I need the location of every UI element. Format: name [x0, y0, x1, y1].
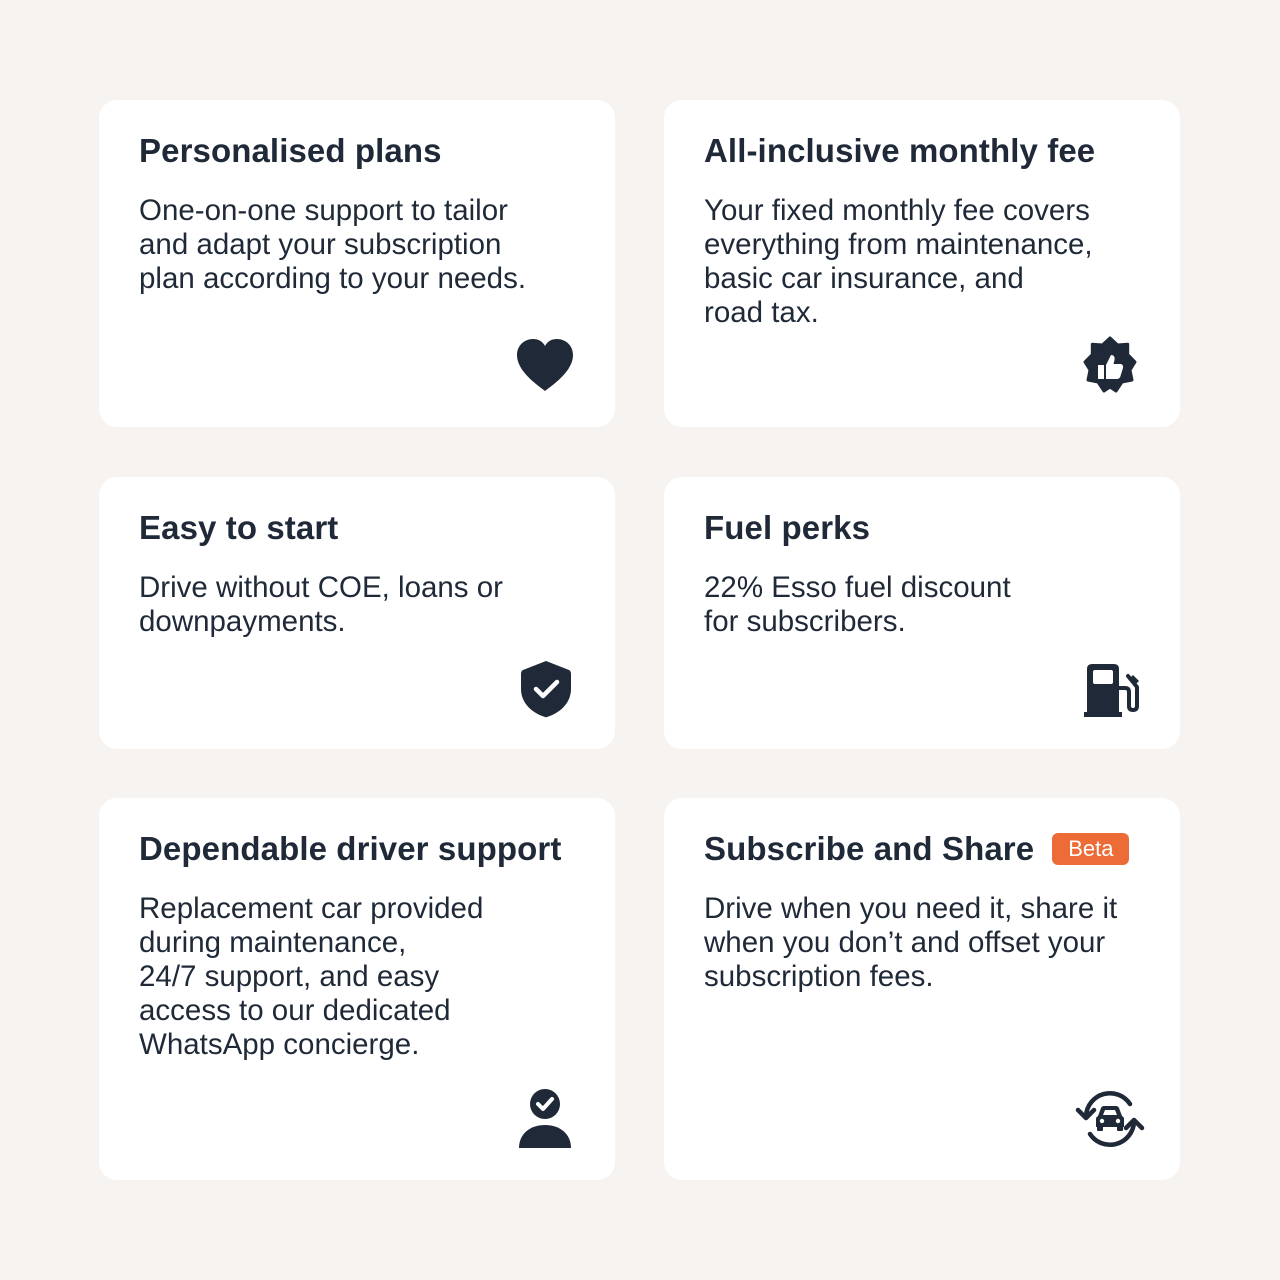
user-check-icon [518, 1088, 574, 1150]
car-share-icon [1074, 1088, 1146, 1150]
feature-card-all-inclusive-fee [664, 100, 1180, 427]
feature-card-easy-to-start [99, 477, 615, 749]
heart-icon [514, 337, 576, 393]
card-description: Drive without COE, loans or downpayments. [139, 571, 503, 638]
card-title: Fuel perks [704, 509, 871, 546]
card-title: Dependable driver support [139, 830, 562, 867]
card-description: Your fixed monthly fee covers everything from maintenance, basic car insurance, and road tax. [704, 194, 1093, 329]
card-title: Personalised plans [139, 132, 442, 169]
card-title-row [704, 828, 1140, 870]
thumbs-up-badge-icon [1080, 336, 1140, 396]
card-description: 22% Esso fuel discount for subscribers. [704, 571, 1011, 638]
feature-card-fuel-perks [664, 477, 1180, 749]
card-description: One-on-one support to tailor and adapt your subscription plan according to your needs. [139, 194, 527, 295]
card-title: Easy to start [139, 509, 339, 546]
feature-card-subscribe-and-share [664, 798, 1180, 1180]
feature-card-personalised-plans [99, 100, 615, 427]
feature-card-driver-support [99, 798, 615, 1180]
card-title: Subscribe and Share [704, 830, 1035, 867]
card-description: Replacement car provided during maintenance, 24/7 support, and easy access to our dedicated WhatsApp concierge. [139, 892, 484, 1061]
card-description: Drive when you need it, share it when you don’t and offset your subscription fees. [704, 892, 1118, 993]
fuel-pump-icon [1082, 662, 1144, 718]
shield-check-icon [520, 659, 572, 719]
card-title: All-inclusive monthly fee [704, 132, 1096, 169]
beta-badge: Beta [1052, 833, 1129, 865]
